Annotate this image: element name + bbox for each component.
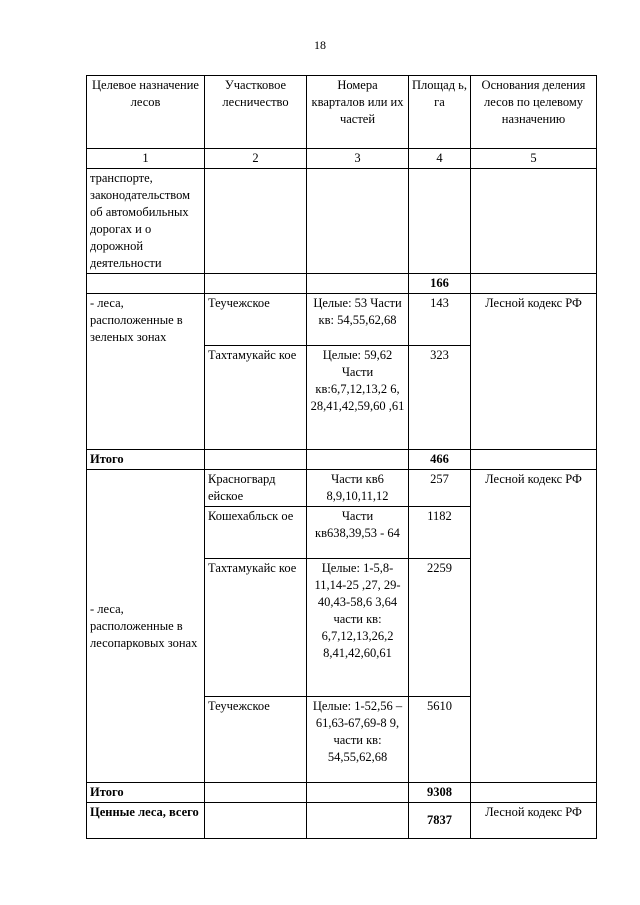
column-numbers-row <box>87 149 597 169</box>
col-number: 4 <box>409 149 471 169</box>
quarters: Целые: 53 Части кв: 54,55,62,68 <box>307 294 409 346</box>
forestry-name: Красногвард ейское <box>205 470 307 507</box>
total-label: Итого <box>87 450 205 470</box>
header-forestry: Участковое лесничество <box>205 76 307 149</box>
total-label: Итого <box>87 783 205 803</box>
table-header-row <box>87 76 597 149</box>
quarters: Части кв6 8,9,10,11,12 <box>307 470 409 507</box>
quarters: Части кв638,39,53 - 64 <box>307 507 409 559</box>
total-row <box>87 450 597 470</box>
quarters: Целые: 59,62 Части кв:6,7,12,13,2 6, 28,41,42,59,60 ,61 <box>307 346 409 450</box>
area-value: 2259 <box>409 559 471 697</box>
header-quarters: Номера кварталов или их частей <box>307 76 409 149</box>
purpose-park-zones: - леса, расположенные в лесопарковых зонах <box>87 470 205 783</box>
forestry-name: Кошехабльск ое <box>205 507 307 559</box>
header-basis: Основания деления лесов по целевому назначению <box>471 76 597 149</box>
page-number: 18 <box>314 38 326 52</box>
basis-text: Лесной кодекс РФ <box>471 294 597 450</box>
continuation-row <box>87 169 597 274</box>
col-number: 1 <box>87 149 205 169</box>
area-value: 257 <box>409 470 471 507</box>
valuable-forests-label: Ценные леса, всего <box>87 803 205 839</box>
forest-purpose-table <box>86 75 597 839</box>
purpose-green-zones: - леса, расположенные в зеленых зонах <box>87 294 205 450</box>
subtotal-row <box>87 274 597 294</box>
quarters: Целые: 1-52,56 – 61,63-67,69-8 9, части кв: 54,55,62,68 <box>307 697 409 783</box>
col-number: 3 <box>307 149 409 169</box>
total-row <box>87 783 597 803</box>
table-row <box>87 294 597 346</box>
valuable-forests-row <box>87 803 597 839</box>
forestry-name: Тахтамукайс кое <box>205 346 307 450</box>
forestry-name: Теучежское <box>205 294 307 346</box>
header-area: Площад ь, га <box>409 76 471 149</box>
table-row <box>87 470 597 507</box>
basis-text: Лесной кодекс РФ <box>471 470 597 783</box>
col-number: 2 <box>205 149 307 169</box>
area-value: 5610 <box>409 697 471 783</box>
col-number: 5 <box>471 149 597 169</box>
area-value: 323 <box>409 346 471 450</box>
continuation-text: транспорте, законодательством об автомобильных дорогах и о дорожной деятельности <box>87 169 205 274</box>
quarters: Целые: 1-5,8-11,14-25 ,27, 29-40,43-58,6 3,64 части кв: 6,7,12,13,26,2 8,41,42,60,61 <box>307 559 409 697</box>
area-value: 1182 <box>409 507 471 559</box>
subtotal-value: 166 <box>409 274 471 294</box>
total-value: 9308 <box>409 783 471 803</box>
total-value: 466 <box>409 450 471 470</box>
forestry-name: Теучежское <box>205 697 307 783</box>
total-value: 7837 <box>409 803 471 839</box>
header-purpose: Целевое назначение лесов <box>87 76 205 149</box>
forestry-name: Тахтамукайс кое <box>205 559 307 697</box>
basis-text: Лесной кодекс РФ <box>471 803 597 839</box>
area-value: 143 <box>409 294 471 346</box>
